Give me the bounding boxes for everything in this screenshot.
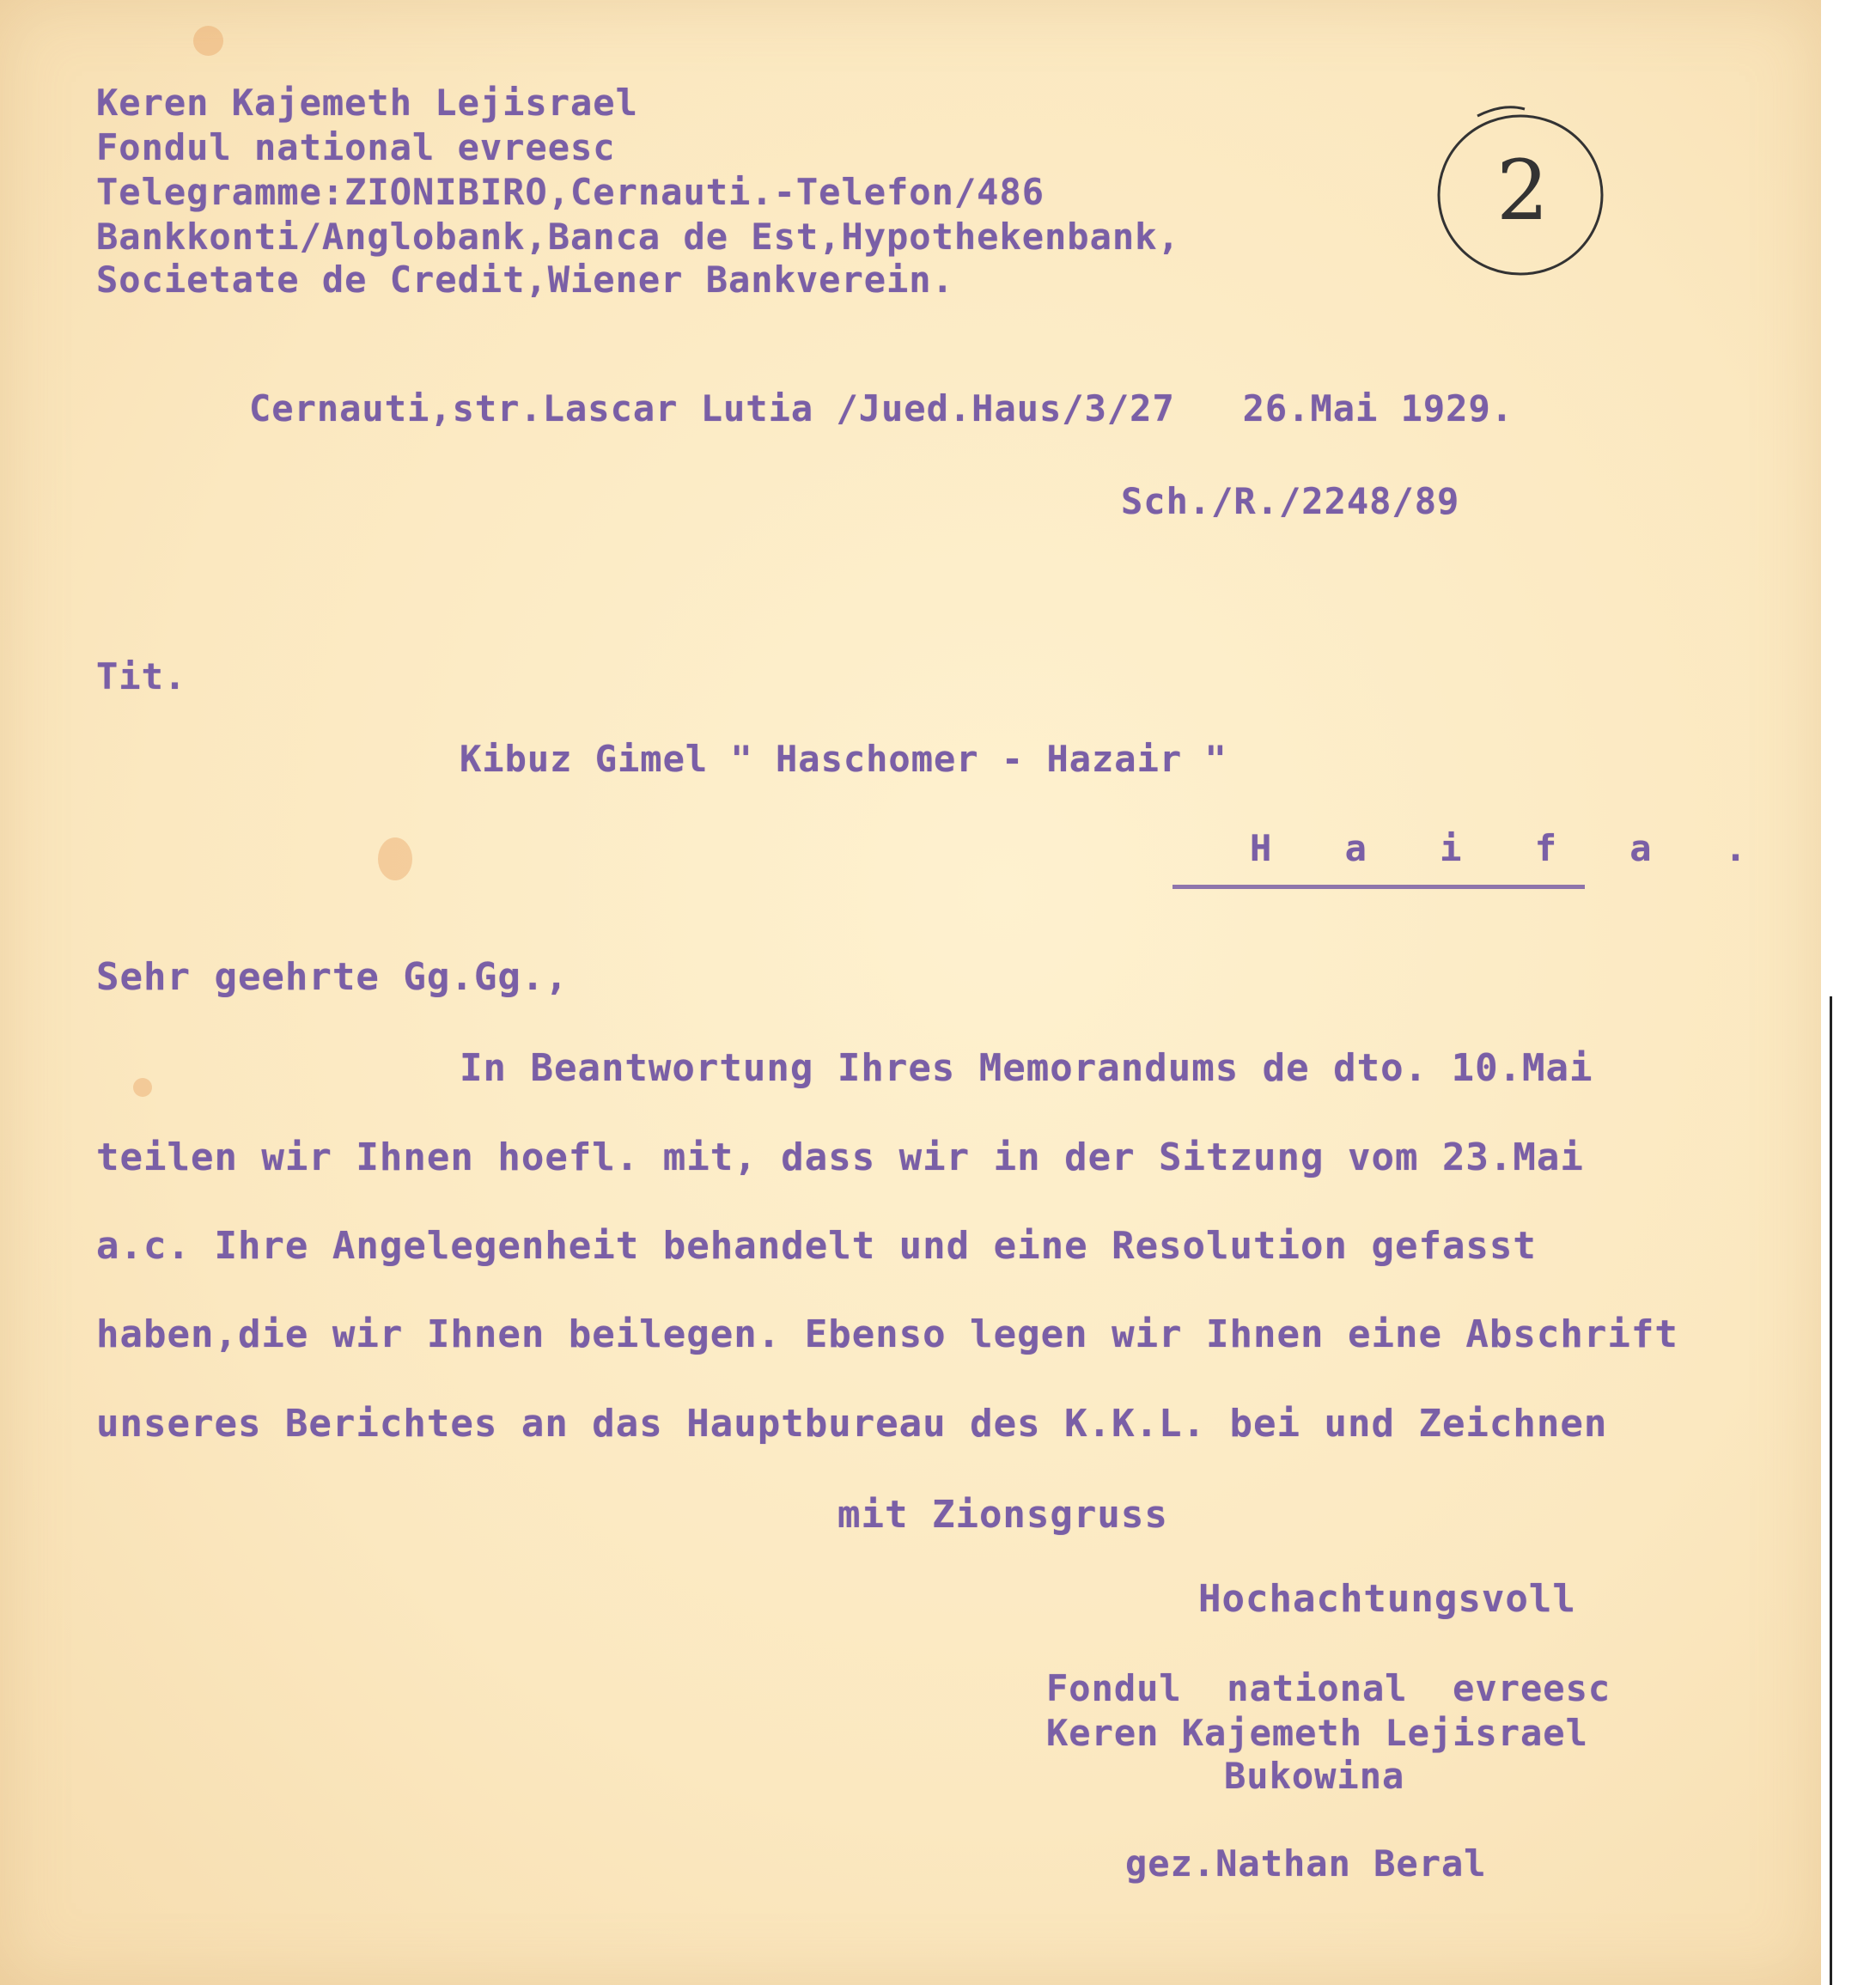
- salutation-title: Tit.: [96, 655, 187, 697]
- body-line: In Beantwortung Ihres Memorandums de dto. 10.Mai: [460, 1046, 1593, 1090]
- recipient-city: H a i f a .: [1250, 827, 1773, 869]
- valediction: Hochachtungsvoll: [1198, 1577, 1576, 1621]
- recipient-name: Kibuz Gimel " Haschomer - Hazair ": [460, 738, 1227, 780]
- letterhead-line-1: Keren Kajemeth Lejisrael: [96, 82, 638, 124]
- paper-stain: [378, 837, 412, 880]
- circled-number-text: 2: [1496, 143, 1550, 239]
- letterhead-line-3: Telegramme:ZIONIBIRO,Cernauti.-Telefon/486: [96, 171, 1045, 213]
- signature-org-line-3: Bukowina: [1224, 1755, 1405, 1797]
- body-line: teilen wir Ihnen hoefl. mit, dass wir in der Sitzung vom 23.Mai: [96, 1136, 1584, 1179]
- letterhead-line-5: Societate de Credit,Wiener Bankverein.: [96, 259, 954, 301]
- closing-phrase: mit Zionsgruss: [838, 1493, 1168, 1537]
- address-date-line: Cernauti,str.Lascar Lutia /Jued.Haus/3/27 26.Mai 1929.: [249, 387, 1514, 429]
- reference-number: Sch./R./2248/89: [1121, 480, 1460, 522]
- circled-number-annotation: [1426, 99, 1615, 283]
- body-line: a.c. Ihre Angelegenheit behandelt und eine Resolution gefasst: [96, 1224, 1537, 1268]
- page-edge-line: [1830, 996, 1832, 1985]
- greeting: Sehr geehrte Gg.Gg.,: [96, 955, 569, 999]
- recipient-city-underline: [1172, 885, 1585, 889]
- body-line: haben,die wir Ihnen beilegen. Ebenso legen wir Ihnen eine Abschrift: [96, 1312, 1678, 1356]
- signature-org-line-2: Keren Kajemeth Lejisrael: [1046, 1712, 1588, 1754]
- paper-stain: [133, 1078, 152, 1097]
- letterhead-line-4: Bankkonti/Anglobank,Banca de Est,Hypothekenbank,: [96, 216, 1180, 258]
- paper-stain: [193, 26, 223, 56]
- body-line: unseres Berichtes an das Hauptbureau des K.K.L. bei und Zeichnen: [96, 1402, 1608, 1446]
- letterhead-line-2: Fondul national evreesc: [96, 126, 616, 168]
- signature-signed: gez.Nathan Beral: [1125, 1842, 1487, 1885]
- signature-org-line-1: Fondul national evreesc: [1046, 1667, 1611, 1709]
